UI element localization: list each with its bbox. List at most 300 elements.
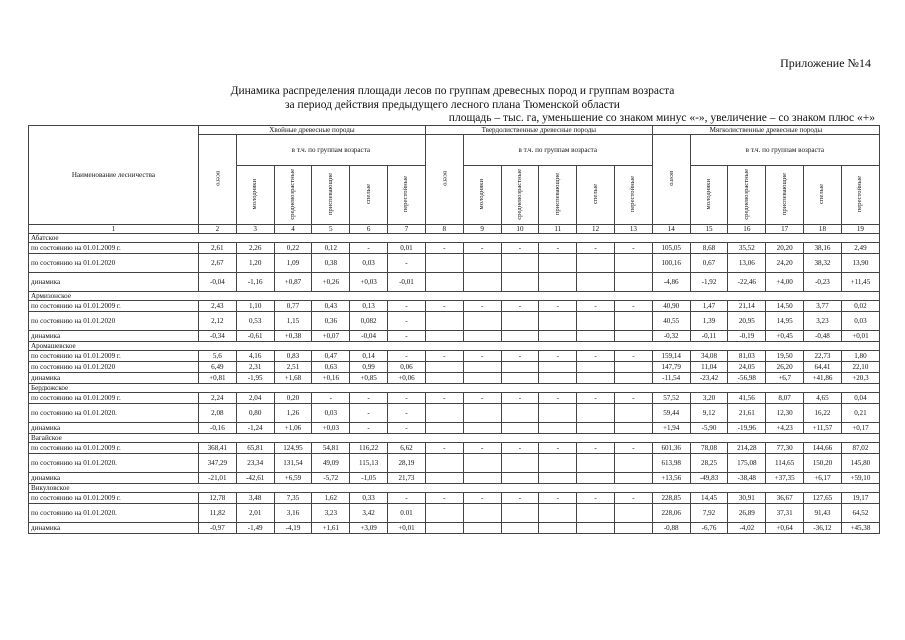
age-class-label: спелые: [591, 183, 599, 205]
table-cell: -: [425, 301, 463, 312]
table-cell: 124,95: [274, 443, 312, 454]
table-cell: 91,43: [804, 504, 842, 523]
table-cell: 0,21: [841, 404, 879, 423]
age-class-label: приспевающие: [326, 172, 334, 216]
table-cell: [614, 362, 652, 373]
table-cell: [539, 454, 577, 473]
table-cell: 1,20: [236, 254, 274, 273]
table-cell: 2,26: [236, 243, 274, 254]
hardwood-age-group-header: в т.ч. по группам возраста: [463, 135, 652, 166]
column-number: 2: [198, 225, 236, 234]
table-cell: [425, 312, 463, 331]
table-cell: 175,08: [728, 454, 766, 473]
table-cell: -22,46: [728, 273, 766, 292]
table-cell: [614, 331, 652, 342]
table-cell: +0,64: [766, 523, 804, 534]
row-label: динамика: [29, 331, 199, 342]
forestry-row: [29, 484, 880, 493]
units-note: площадь – тыс. га, уменьшение со знаком минус «-», увеличение – со знаком плюс «+»: [448, 112, 875, 124]
table-cell: 150,20: [804, 454, 842, 473]
table-cell: +4,23: [766, 423, 804, 434]
table-cell: -5,90: [690, 423, 728, 434]
table-cell: [463, 523, 501, 534]
table-cell: 37,31: [766, 504, 804, 523]
table-row: [29, 473, 880, 484]
table-cell: [425, 331, 463, 342]
column-number: 18: [804, 225, 842, 234]
table-row: [29, 301, 880, 312]
table-cell: 20,20: [766, 243, 804, 254]
age-class-header: [501, 166, 539, 225]
table-cell: +59,10: [841, 473, 879, 484]
column-number: 3: [236, 225, 274, 234]
table-cell: 115,13: [350, 454, 388, 473]
table-cell: [501, 404, 539, 423]
table-cell: 105,05: [652, 243, 690, 254]
table-cell: -1,92: [690, 273, 728, 292]
table-cell: 11,82: [198, 504, 236, 523]
table-cell: 21,14: [728, 301, 766, 312]
table-cell: [614, 404, 652, 423]
table-cell: [501, 473, 539, 484]
table-cell: -: [425, 393, 463, 404]
row-label: по состоянию на 01.01.2020.: [29, 504, 199, 523]
table-cell: [425, 362, 463, 373]
table-cell: [539, 254, 577, 273]
table-cell: [577, 404, 615, 423]
column-number: 9: [463, 225, 501, 234]
column-number-row: [29, 225, 880, 234]
table-cell: 77,30: [766, 443, 804, 454]
table-cell: -: [539, 493, 577, 504]
table-cell: 13,90: [841, 254, 879, 273]
table-cell: -42,61: [236, 473, 274, 484]
table-cell: 8,68: [690, 243, 728, 254]
table-cell: [501, 373, 539, 384]
table-cell: [539, 312, 577, 331]
table-cell: 2,43: [198, 301, 236, 312]
table-cell: 9,12: [690, 404, 728, 423]
table-cell: +1,61: [312, 523, 350, 534]
table-cell: [539, 473, 577, 484]
table-cell: [463, 254, 501, 273]
table-cell: -0,23: [804, 273, 842, 292]
table-cell: 228,06: [652, 504, 690, 523]
row-label: по состоянию на 01.01.2009 г.: [29, 351, 199, 362]
table-cell: -6,76: [690, 523, 728, 534]
table-cell: 1,10: [236, 301, 274, 312]
table-cell: -5,72: [312, 473, 350, 484]
table-cell: -0,88: [652, 523, 690, 534]
table-cell: 0,03: [350, 254, 388, 273]
table-row: [29, 404, 880, 423]
table-cell: 38,32: [804, 254, 842, 273]
table-cell: 147,79: [652, 362, 690, 373]
age-class-label: спелые: [818, 183, 826, 205]
softwood-group-header: Мягколиственные древесные породы: [652, 126, 879, 135]
table-cell: 159,14: [652, 351, 690, 362]
age-class-label: средневозрастные: [288, 168, 296, 220]
table-cell: 26,20: [766, 362, 804, 373]
table-cell: 16,22: [804, 404, 842, 423]
age-class-header: [312, 166, 350, 225]
table-cell: [614, 523, 652, 534]
conifer-age-group-header: в т.ч. по группам возраста: [236, 135, 425, 166]
table-cell: -1,24: [236, 423, 274, 434]
table-row: [29, 362, 880, 373]
table-cell: -: [350, 404, 388, 423]
forestry-row: [29, 434, 880, 443]
table-cell: 1,26: [274, 404, 312, 423]
table-cell: 0,63: [312, 362, 350, 373]
row-label: динамика: [29, 523, 199, 534]
table-cell: 0,43: [312, 301, 350, 312]
table-cell: 601,36: [652, 443, 690, 454]
table-cell: -: [425, 243, 463, 254]
table-row: [29, 523, 880, 534]
table-cell: +1,06: [274, 423, 312, 434]
row-label: по состоянию на 01.01.2009 г.: [29, 393, 199, 404]
age-class-header: [766, 166, 804, 225]
table-cell: -: [350, 243, 388, 254]
column-number: 7: [388, 225, 426, 234]
table-cell: +0,16: [312, 373, 350, 384]
table-cell: +0,17: [841, 423, 879, 434]
table-cell: 57,52: [652, 393, 690, 404]
table-cell: +20,3: [841, 373, 879, 384]
age-class-header: [350, 166, 388, 225]
table-cell: 2,08: [198, 404, 236, 423]
column-number: 17: [766, 225, 804, 234]
table-cell: -: [463, 443, 501, 454]
table-cell: 2,49: [841, 243, 879, 254]
table-cell: 0,38: [312, 254, 350, 273]
table-cell: -: [501, 301, 539, 312]
table-cell: -0,97: [198, 523, 236, 534]
table-cell: -36,12: [804, 523, 842, 534]
table-cell: [501, 312, 539, 331]
table-cell: 347,29: [198, 454, 236, 473]
table-cell: -4,86: [652, 273, 690, 292]
table-cell: [501, 254, 539, 273]
name-column-header: Наименование лесничества: [29, 126, 199, 225]
table-row: [29, 351, 880, 362]
table-cell: +1,68: [274, 373, 312, 384]
age-class-header: [539, 166, 577, 225]
table-cell: 4,65: [804, 393, 842, 404]
table-cell: 1,80: [841, 351, 879, 362]
table-cell: 2,12: [198, 312, 236, 331]
table-cell: 0,14: [350, 351, 388, 362]
table-cell: -: [388, 254, 426, 273]
table-cell: -: [577, 351, 615, 362]
table-cell: 0,06: [388, 362, 426, 373]
table-cell: 3,20: [690, 393, 728, 404]
table-cell: [614, 312, 652, 331]
column-number: 5: [312, 225, 350, 234]
row-label: динамика: [29, 373, 199, 384]
table-cell: -0,48: [804, 331, 842, 342]
column-number: 16: [728, 225, 766, 234]
table-cell: [614, 273, 652, 292]
table-cell: 14,45: [690, 493, 728, 504]
table-cell: -0,34: [198, 331, 236, 342]
table-cell: +0,81: [198, 373, 236, 384]
table-row: [29, 273, 880, 292]
age-class-header: [274, 166, 312, 225]
table-cell: 26,89: [728, 504, 766, 523]
table-cell: 22,73: [804, 351, 842, 362]
table-cell: -4,19: [274, 523, 312, 534]
age-class-label: приспевающие: [553, 172, 561, 216]
table-cell: -1,05: [350, 473, 388, 484]
table-cell: +45,38: [841, 523, 879, 534]
table-cell: -: [539, 351, 577, 362]
forestry-name: Аромашевское: [29, 342, 880, 351]
softwood-age-group-header: в т.ч. по группам возраста: [690, 135, 879, 166]
table-cell: 0,83: [274, 351, 312, 362]
forestry-name: Вагайское: [29, 434, 880, 443]
table-cell: [539, 362, 577, 373]
table-cell: 116,22: [350, 443, 388, 454]
table-cell: -1,49: [236, 523, 274, 534]
table-cell: [425, 473, 463, 484]
forestry-row: [29, 342, 880, 351]
table-cell: [425, 504, 463, 523]
table-cell: +6,7: [766, 373, 804, 384]
table-cell: 2,51: [274, 362, 312, 373]
table-cell: 0,47: [312, 351, 350, 362]
forestry-row: [29, 234, 880, 243]
table-cell: 35,52: [728, 243, 766, 254]
table-row: [29, 373, 880, 384]
table-cell: 14,95: [766, 312, 804, 331]
table-cell: -: [501, 393, 539, 404]
table-cell: +0,07: [312, 331, 350, 342]
table-cell: +0,01: [841, 331, 879, 342]
table-cell: +0,01: [388, 523, 426, 534]
table-cell: [425, 404, 463, 423]
table-cell: +0,38: [274, 331, 312, 342]
table-cell: -: [388, 301, 426, 312]
table-cell: -: [577, 393, 615, 404]
table-cell: [463, 331, 501, 342]
table-cell: -: [388, 393, 426, 404]
table-cell: 0,20: [274, 393, 312, 404]
table-cell: -38,48: [728, 473, 766, 484]
table-cell: -: [577, 443, 615, 454]
table-cell: -: [388, 312, 426, 331]
column-number: 15: [690, 225, 728, 234]
table-cell: 0,67: [690, 254, 728, 273]
table-cell: [577, 373, 615, 384]
row-label: по состоянию на 01.01.2020.: [29, 454, 199, 473]
table-cell: -: [577, 243, 615, 254]
table-cell: [614, 473, 652, 484]
age-class-header: [728, 166, 766, 225]
table-cell: [614, 373, 652, 384]
age-class-header: [388, 166, 426, 225]
table-cell: [539, 423, 577, 434]
table-cell: [577, 331, 615, 342]
table-cell: 4,16: [236, 351, 274, 362]
table-cell: -0,04: [350, 331, 388, 342]
table-row: [29, 504, 880, 523]
table-row: [29, 443, 880, 454]
table-cell: 127,65: [804, 493, 842, 504]
table-cell: -0,11: [690, 331, 728, 342]
column-number: 12: [577, 225, 615, 234]
forestry-row: [29, 292, 880, 301]
table-cell: 0,12: [312, 243, 350, 254]
table-cell: +0,45: [766, 331, 804, 342]
table-cell: -: [539, 243, 577, 254]
column-number: 1: [29, 225, 199, 234]
table-cell: 131,54: [274, 454, 312, 473]
table-cell: 3,42: [350, 504, 388, 523]
table-cell: +3,09: [350, 523, 388, 534]
table-cell: [614, 254, 652, 273]
table-cell: -: [350, 393, 388, 404]
table-cell: +4,00: [766, 273, 804, 292]
row-label: по состоянию на 01.01.2020.: [29, 404, 199, 423]
table-cell: -: [425, 443, 463, 454]
table-cell: -: [388, 404, 426, 423]
table-cell: 64,41: [804, 362, 842, 373]
table-cell: 0,03: [312, 404, 350, 423]
table-cell: -0,32: [652, 331, 690, 342]
table-cell: [425, 423, 463, 434]
table-row: [29, 493, 880, 504]
table-cell: 613,98: [652, 454, 690, 473]
table-cell: -: [614, 493, 652, 504]
table-cell: [463, 423, 501, 434]
table-cell: 1,09: [274, 254, 312, 273]
table-cell: [501, 423, 539, 434]
column-number: 11: [539, 225, 577, 234]
table-cell: -0,04: [198, 273, 236, 292]
table-cell: 30,91: [728, 493, 766, 504]
table-cell: 54,81: [312, 443, 350, 454]
table-cell: [463, 273, 501, 292]
table-cell: -23,42: [690, 373, 728, 384]
table-row: [29, 393, 880, 404]
table-cell: -0,16: [198, 423, 236, 434]
table-cell: 24,05: [728, 362, 766, 373]
table-cell: 3,23: [312, 504, 350, 523]
table-cell: 40,90: [652, 301, 690, 312]
table-cell: 0,13: [350, 301, 388, 312]
table-cell: 0,99: [350, 362, 388, 373]
table-cell: -: [501, 443, 539, 454]
column-number: 19: [841, 225, 879, 234]
table-cell: +6,17: [804, 473, 842, 484]
table-body: [29, 225, 880, 534]
table-cell: -4,02: [728, 523, 766, 534]
table-cell: -: [614, 243, 652, 254]
table-cell: [614, 423, 652, 434]
table-cell: 2,31: [236, 362, 274, 373]
table-cell: [539, 404, 577, 423]
table-cell: 0,53: [236, 312, 274, 331]
table-cell: 214,28: [728, 443, 766, 454]
softwood-total-header: всего: [652, 135, 690, 225]
age-class-label: перестойные: [402, 175, 410, 213]
table-cell: -: [539, 443, 577, 454]
table-cell: -: [614, 393, 652, 404]
table-cell: 21,73: [388, 473, 426, 484]
table-cell: [539, 273, 577, 292]
table-cell: [463, 473, 501, 484]
age-class-header: [804, 166, 842, 225]
table-cell: 2,01: [236, 504, 274, 523]
table-cell: -: [388, 331, 426, 342]
table-cell: [425, 454, 463, 473]
table-cell: -1,95: [236, 373, 274, 384]
table-cell: 20,95: [728, 312, 766, 331]
table-cell: [425, 373, 463, 384]
table-cell: [425, 273, 463, 292]
column-number: 4: [274, 225, 312, 234]
table-cell: 0,082: [350, 312, 388, 331]
table-cell: -11,54: [652, 373, 690, 384]
table-cell: +1,94: [652, 423, 690, 434]
table-cell: -0,01: [388, 273, 426, 292]
table-cell: 2,04: [236, 393, 274, 404]
row-label: по состоянию на 01.01.2020: [29, 312, 199, 331]
table-cell: -21,01: [198, 473, 236, 484]
table-cell: 0.01: [388, 504, 426, 523]
table-cell: 81,03: [728, 351, 766, 362]
table-cell: 19,50: [766, 351, 804, 362]
table-cell: 40,55: [652, 312, 690, 331]
row-label: по состоянию на 01.01.2020: [29, 254, 199, 273]
row-label: по состоянию на 01.01.2009 г.: [29, 301, 199, 312]
table-cell: +41,86: [804, 373, 842, 384]
table-cell: [577, 473, 615, 484]
table-cell: -56,98: [728, 373, 766, 384]
column-number: 8: [425, 225, 463, 234]
table-cell: 1,62: [312, 493, 350, 504]
table-cell: 41,56: [728, 393, 766, 404]
table-cell: [501, 504, 539, 523]
table-cell: 114,65: [766, 454, 804, 473]
table-cell: 3,77: [804, 301, 842, 312]
age-class-label: спелые: [364, 183, 372, 205]
table-cell: 2,61: [198, 243, 236, 254]
table-cell: -: [388, 493, 426, 504]
table-cell: 228,85: [652, 493, 690, 504]
table-cell: -: [463, 243, 501, 254]
table-cell: -: [501, 351, 539, 362]
table-cell: 34,08: [690, 351, 728, 362]
table-cell: +11,57: [804, 423, 842, 434]
table-cell: [577, 423, 615, 434]
table-cell: 3,23: [804, 312, 842, 331]
table-cell: 1,15: [274, 312, 312, 331]
table-cell: -0,61: [236, 331, 274, 342]
table-cell: -: [425, 351, 463, 362]
table-cell: -: [388, 351, 426, 362]
table-cell: [501, 454, 539, 473]
table-cell: 8,07: [766, 393, 804, 404]
table-row: [29, 423, 880, 434]
age-class-header: [463, 166, 501, 225]
table-cell: 12,78: [198, 493, 236, 504]
table-cell: 19,17: [841, 493, 879, 504]
table-cell: 21,61: [728, 404, 766, 423]
table-cell: [463, 373, 501, 384]
